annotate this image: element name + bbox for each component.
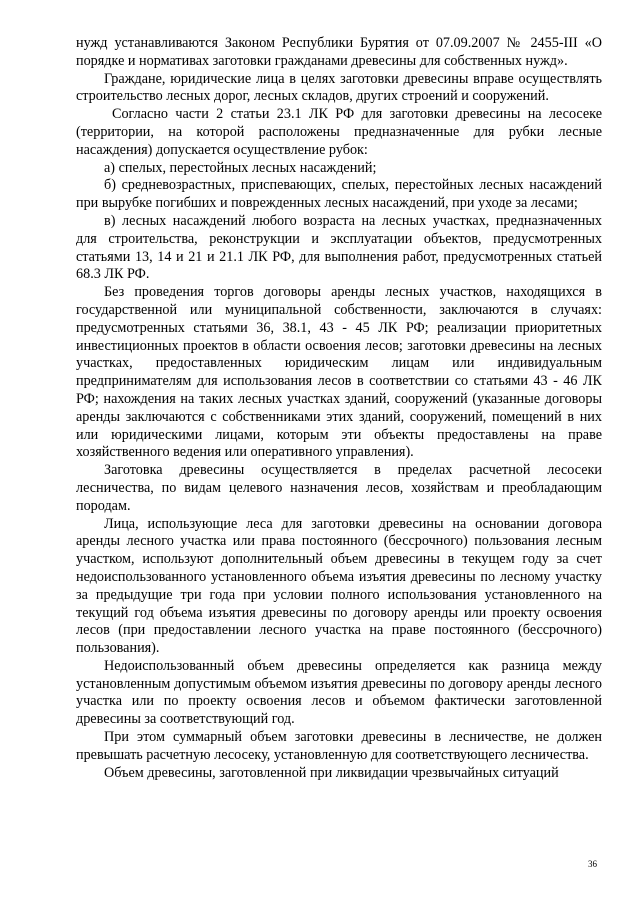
paragraph: Лица, использующие леса для заготовки древесины на основании договора аренды лесного участка или права постоянного (бессрочного) пользования лесным участком, используют дополнительный объем древесины в текущем году за счет недоиспользованного установленного объема изъятия древесины по лесному участку за предыдущие три года при условии полного использования установленного на текущий год объема изъятия древесины по договору аренды или проекту освоения лесов (при предоставлении лесного участка на праве постоянного (бессрочного) пользования). [76,515,602,657]
paragraph: При этом суммарный объем заготовки древесины в лесничестве, не должен превышать расчетную лесосеку, установленную для соответствующего лесничества. [76,729,602,763]
paragraph: Объем древесины, заготовленной при ликвидации чрезвычайных ситуаций [104,764,559,781]
paragraph: Без проведения торгов договоры аренды лесных участков, находящихся в государственной или муниципальной собственности, заключаются в случаях: предусмотренных статьями 36, 38.1, 43 - 45 ЛК РФ; реализации приоритетных инвестиционных проектов в области освоения лесов; заготовки древесины на лесных участках, предоставленных юридическим лицам или индивидуальным предпринимателям для использования лесов в соответствии со статьями 43 - 46 ЛК РФ; нахождения на таких лесных участках зданий, сооружений (указанные договоры аренды заключаются с собственниками этих зданий, сооружений, помещений в них или юридическими лицами, которым эти объекты предоставлены на праве хозяйственного ведения или оперативного управления). [76,284,602,461]
paragraph: Согласно части 2 статьи 23.1 ЛК РФ для заготовки древесины на лесосеке (территории, на которой расположены предназначенные для рубки лесные насаждения) допускается осуществление рубок: [76,106,602,158]
list-item-c: в) лесных насаждений любого возраста на лесных участках, предназначенных для строительства, реконструкции и эксплуатации объектов, предусмотренных статьями 13, 14 и 21 и 21.1 ЛК РФ, для выполнения работ, предусмотренных статьей 68.3 ЛК РФ. [76,212,602,283]
list-item-a: а) спелых, перестойных лесных насаждений; [104,159,377,176]
paragraph: Заготовка древесины осуществляется в пределах расчетной лесосеки лесничества, по видам целевого назначения лесов, хозяйствам и преобладающим породам. [76,462,602,514]
paragraph: Граждане, юридические лица в целях заготовки древесины вправе осуществлять строительство лесных дорог, лесных складов, других строений и сооружений. [76,70,602,105]
page-body [76,35,602,782]
list-item-b: б) средневозрастных, приспевающих, спелых, перестойных лесных насаждений при вырубке погибших и поврежденных лесных насаждений, при уходе за лесами; [76,177,602,212]
page-number: 36 [588,859,597,869]
paragraph-continuation: нужд устанавливаются Законом Республики Бурятия от 07.09.2007 № 2455-III «О порядке и нормативах заготовки гражданами древесины для собственных нужд». [76,35,602,69]
paragraph: Недоиспользованный объем древесины определяется как разница между установленным допустимым объемом изъятия древесины по договору аренды лесного участка или по проекту освоения лесов и объемом фактически заготовленной древесины за соответствующий год. [76,657,602,728]
